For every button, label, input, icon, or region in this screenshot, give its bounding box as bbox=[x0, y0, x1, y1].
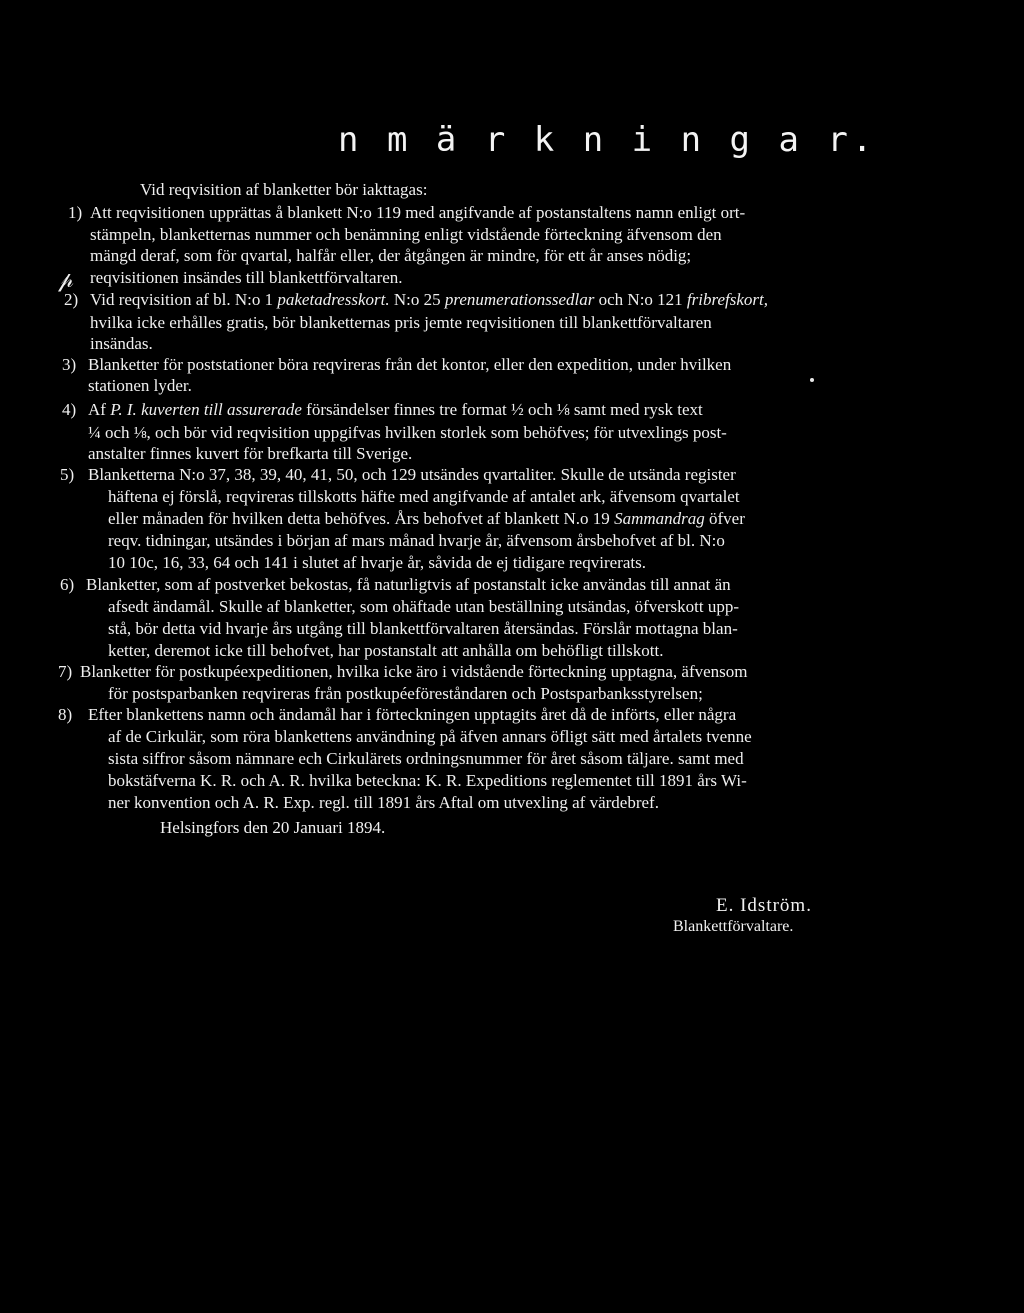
item-line: ¼ och ⅛, och bör vid reqvisition uppgifvas hvilken storlek som behöfves; för utvexlings post- bbox=[88, 423, 727, 442]
item-line: 10 10c, 16, 33, 64 och 141 i slutet af hvarje år, såvida de ej tidigare reqvirerats. bbox=[108, 553, 646, 572]
item-line: Blanketter för poststationer böra reqvireras från det kontor, eller den expedition, under hvilken bbox=[88, 355, 732, 374]
item-line: ketter, deremot icke till behofvet, har postanstalt att anhålla om behöfligt tillskott. bbox=[108, 641, 664, 660]
item-number: 8) bbox=[58, 705, 73, 724]
item-line: för postsparbanken reqvireras från postkupéeföreståndaren och Postsparbanksstyrelsen; bbox=[108, 684, 703, 703]
item-line: afsedt ändamål. Skulle af blanketter, som ohäftade utan beställning utsändas, öfverskott upp- bbox=[108, 597, 739, 616]
item-line: Efter blankettens namn och ändamål har i förteckningen upptagits året då de införts, eller några bbox=[88, 705, 737, 724]
item-line: stå, bör detta vid hvarje års utgång till blankettförvaltaren återsändas. Förslår mottagna blan- bbox=[108, 619, 738, 638]
item-line: ner konvention och A. R. Exp. regl. till 1891 års Aftal om utvexling af värdebref. bbox=[108, 793, 659, 812]
item-line: insändas. bbox=[90, 334, 153, 353]
item-number: 3) bbox=[62, 355, 77, 374]
item-line: eller månaden för hvilken detta behöfves. Års behofvet af blankett N.o 19 Sammandrag öfver bbox=[108, 509, 745, 528]
item-line: Af P. I. kuverten till assurerade försändelser finnes tre format ½ och ⅛ samt med rysk text bbox=[88, 400, 703, 419]
item-line: anstalter finnes kuvert för brefkarta till Sverige. bbox=[88, 444, 413, 463]
item-line: mängd deraf, som för qvartal, halfår eller, der åtgången är mindre, för ett år anses nödig; bbox=[90, 246, 692, 265]
item-line: Blanketterna N:o 37, 38, 39, 40, 41, 50, och 129 utsändes qvartaliter. Skulle de utsända register bbox=[88, 465, 736, 484]
item-line: Att reqvisitionen upprättas å blankett N:o 119 med angifvande af postanstaltens namn enligt ort- bbox=[90, 203, 746, 222]
item-number: 1) bbox=[68, 203, 83, 222]
item-line: Blanketter, som af postverket bekostas, få naturligtvis af postanstalt icke användas till annat än bbox=[86, 575, 731, 594]
signature-name: E. Idström. bbox=[716, 895, 812, 916]
item-number: 2) bbox=[64, 290, 79, 309]
item-line: af de Cirkulär, som röra blankettens användning på äfven annars öfligt sätt med årtalets tvenne bbox=[108, 727, 752, 746]
item-number: 7) bbox=[58, 662, 73, 681]
item-number: 6) bbox=[60, 575, 75, 594]
signature-title: Blankettförvaltare. bbox=[673, 918, 794, 935]
item-line: Blanketter för postkupéexpeditionen, hvilka icke äro i vidstående förteckning upptagna, äfvensom bbox=[80, 662, 748, 681]
item-line: Vid reqvisition af bl. N:o 1 paketadresskort. N:o 25 prenumerationssedlar och N:o 121 fribrefskort, bbox=[90, 290, 768, 309]
margin-mark: 𝓅 bbox=[58, 268, 74, 293]
ink-dot bbox=[810, 378, 814, 382]
item-line: häftena ej förslå, reqvireras tillskotts häfte med angifvande af antalet ark, äfvensom qvartalet bbox=[108, 487, 740, 506]
item-line: stämpeln, blanketternas nummer och benämning enligt vidstående förteckning äfvensom den bbox=[90, 225, 722, 244]
item-line: hvilka icke erhålles gratis, bör blanketternas pris jemte reqvisitionen till blankettförvaltaren bbox=[90, 313, 712, 332]
item-line: bokstäfverna K. R. och A. R. hvilka beteckna: K. R. Expeditions reglementet till 1891 års Wi- bbox=[108, 771, 747, 790]
item-number: 4) bbox=[62, 400, 77, 419]
intro-text: Vid reqvisition af blanketter bör iakttagas: bbox=[140, 180, 428, 199]
item-line: reqv. tidningar, utsändes i början af mars månad hvarje år, äfvensom årsbehofvet af bl. N:o bbox=[108, 531, 725, 550]
item-line: sista siffror såsom nämnare ech Cirkulärets ordningsnummer för året såsom täljare. samt med bbox=[108, 749, 744, 768]
item-line: stationen lyder. bbox=[88, 376, 192, 395]
document-title: n m ä r k n i n g a r. bbox=[338, 120, 877, 160]
item-number: 5) bbox=[60, 465, 75, 484]
item-line: reqvisitionen insändes till blankettförvaltaren. bbox=[90, 268, 403, 287]
document-date: Helsingfors den 20 Januari 1894. bbox=[160, 818, 386, 837]
